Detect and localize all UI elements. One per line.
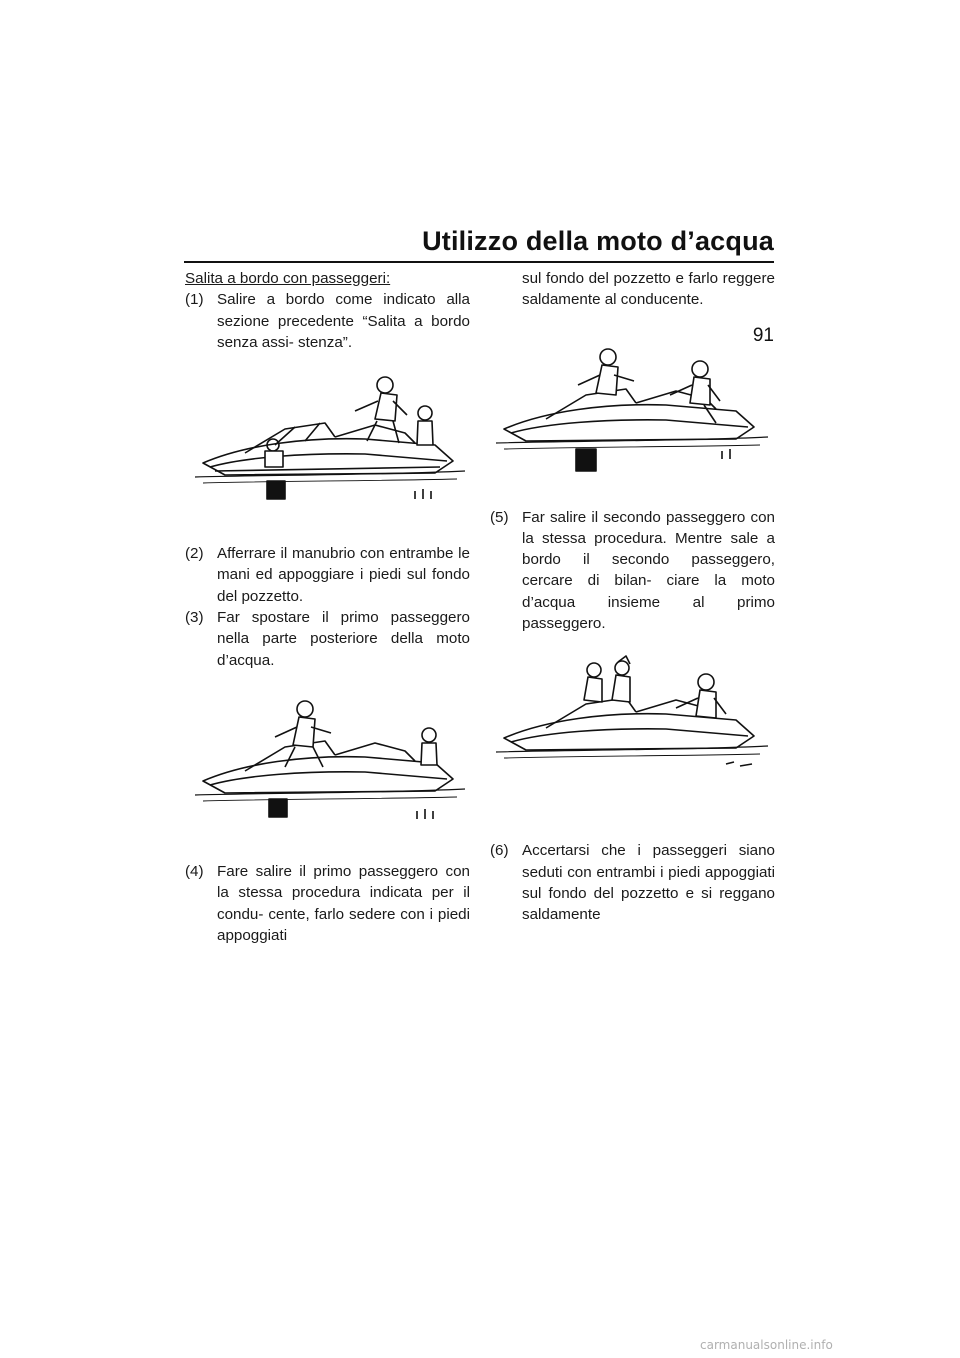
title-rule [184,261,774,263]
site-watermark: carmanualsonline.info [700,1338,833,1352]
watercraft-illustration-2 [185,671,470,861]
watercraft-illustration-3 [490,311,775,507]
illustration-driver-boarding-passenger [185,353,470,543]
step-2 [185,543,470,607]
step-1 [185,289,470,353]
step-number: (2) [185,545,204,563]
step-text: Far spostare il primo passeggero nella parte posteriore della moto d’acqua. [217,609,470,669]
step-number: (6) [490,842,509,860]
step-3 [185,607,470,671]
step-number: (5) [490,508,509,526]
step-number: (4) [185,862,204,880]
illustration-driver-seated [185,671,470,861]
section-subheading: Salita a bordo con passeggeri: [185,270,391,287]
step-5 [490,507,775,635]
step-4-continuation: sul fondo del pozzetto e farlo reggere saldamente al conducente. [522,270,775,309]
page-title: Utilizzo della moto d’acqua [422,226,774,256]
illustration-first-passenger-boarding [490,311,775,507]
left-column [185,268,470,946]
step-number: (1) [185,291,204,309]
step-4 [185,861,470,946]
illustration-second-passenger-boarding [490,634,775,840]
step-text: Fare salire il primo passeggero con la stessa procedura indicata per il condu- cente, farlo sedere con i piedi appoggiati [217,862,470,944]
step-number: (3) [185,609,204,627]
step-text: Afferrare il manubrio con entrambe le mani ed appoggiare i piedi sul fondo del pozzetto. [217,545,470,605]
right-column [490,268,775,926]
page-number: 91 [752,325,774,346]
step-text: Far salire il secondo passeggero con la stessa procedura. Mentre sale a bordo il secondo passeggero, cercare di bilan- ciare la moto d’acqua insieme al primo passeggero. [522,508,775,633]
watercraft-illustration-1 [185,353,470,543]
step-text: Accertarsi che i passeggeri siano seduti con entrambi i piedi appoggiati sul fondo del pozzetto e si reggano saldamente [522,842,775,924]
watercraft-illustration-4 [490,634,775,840]
step-6 [490,840,775,925]
step-text: Salire a bordo come indicato alla sezione precedente “Salita a bordo senza assi- stenza”. [217,291,470,351]
